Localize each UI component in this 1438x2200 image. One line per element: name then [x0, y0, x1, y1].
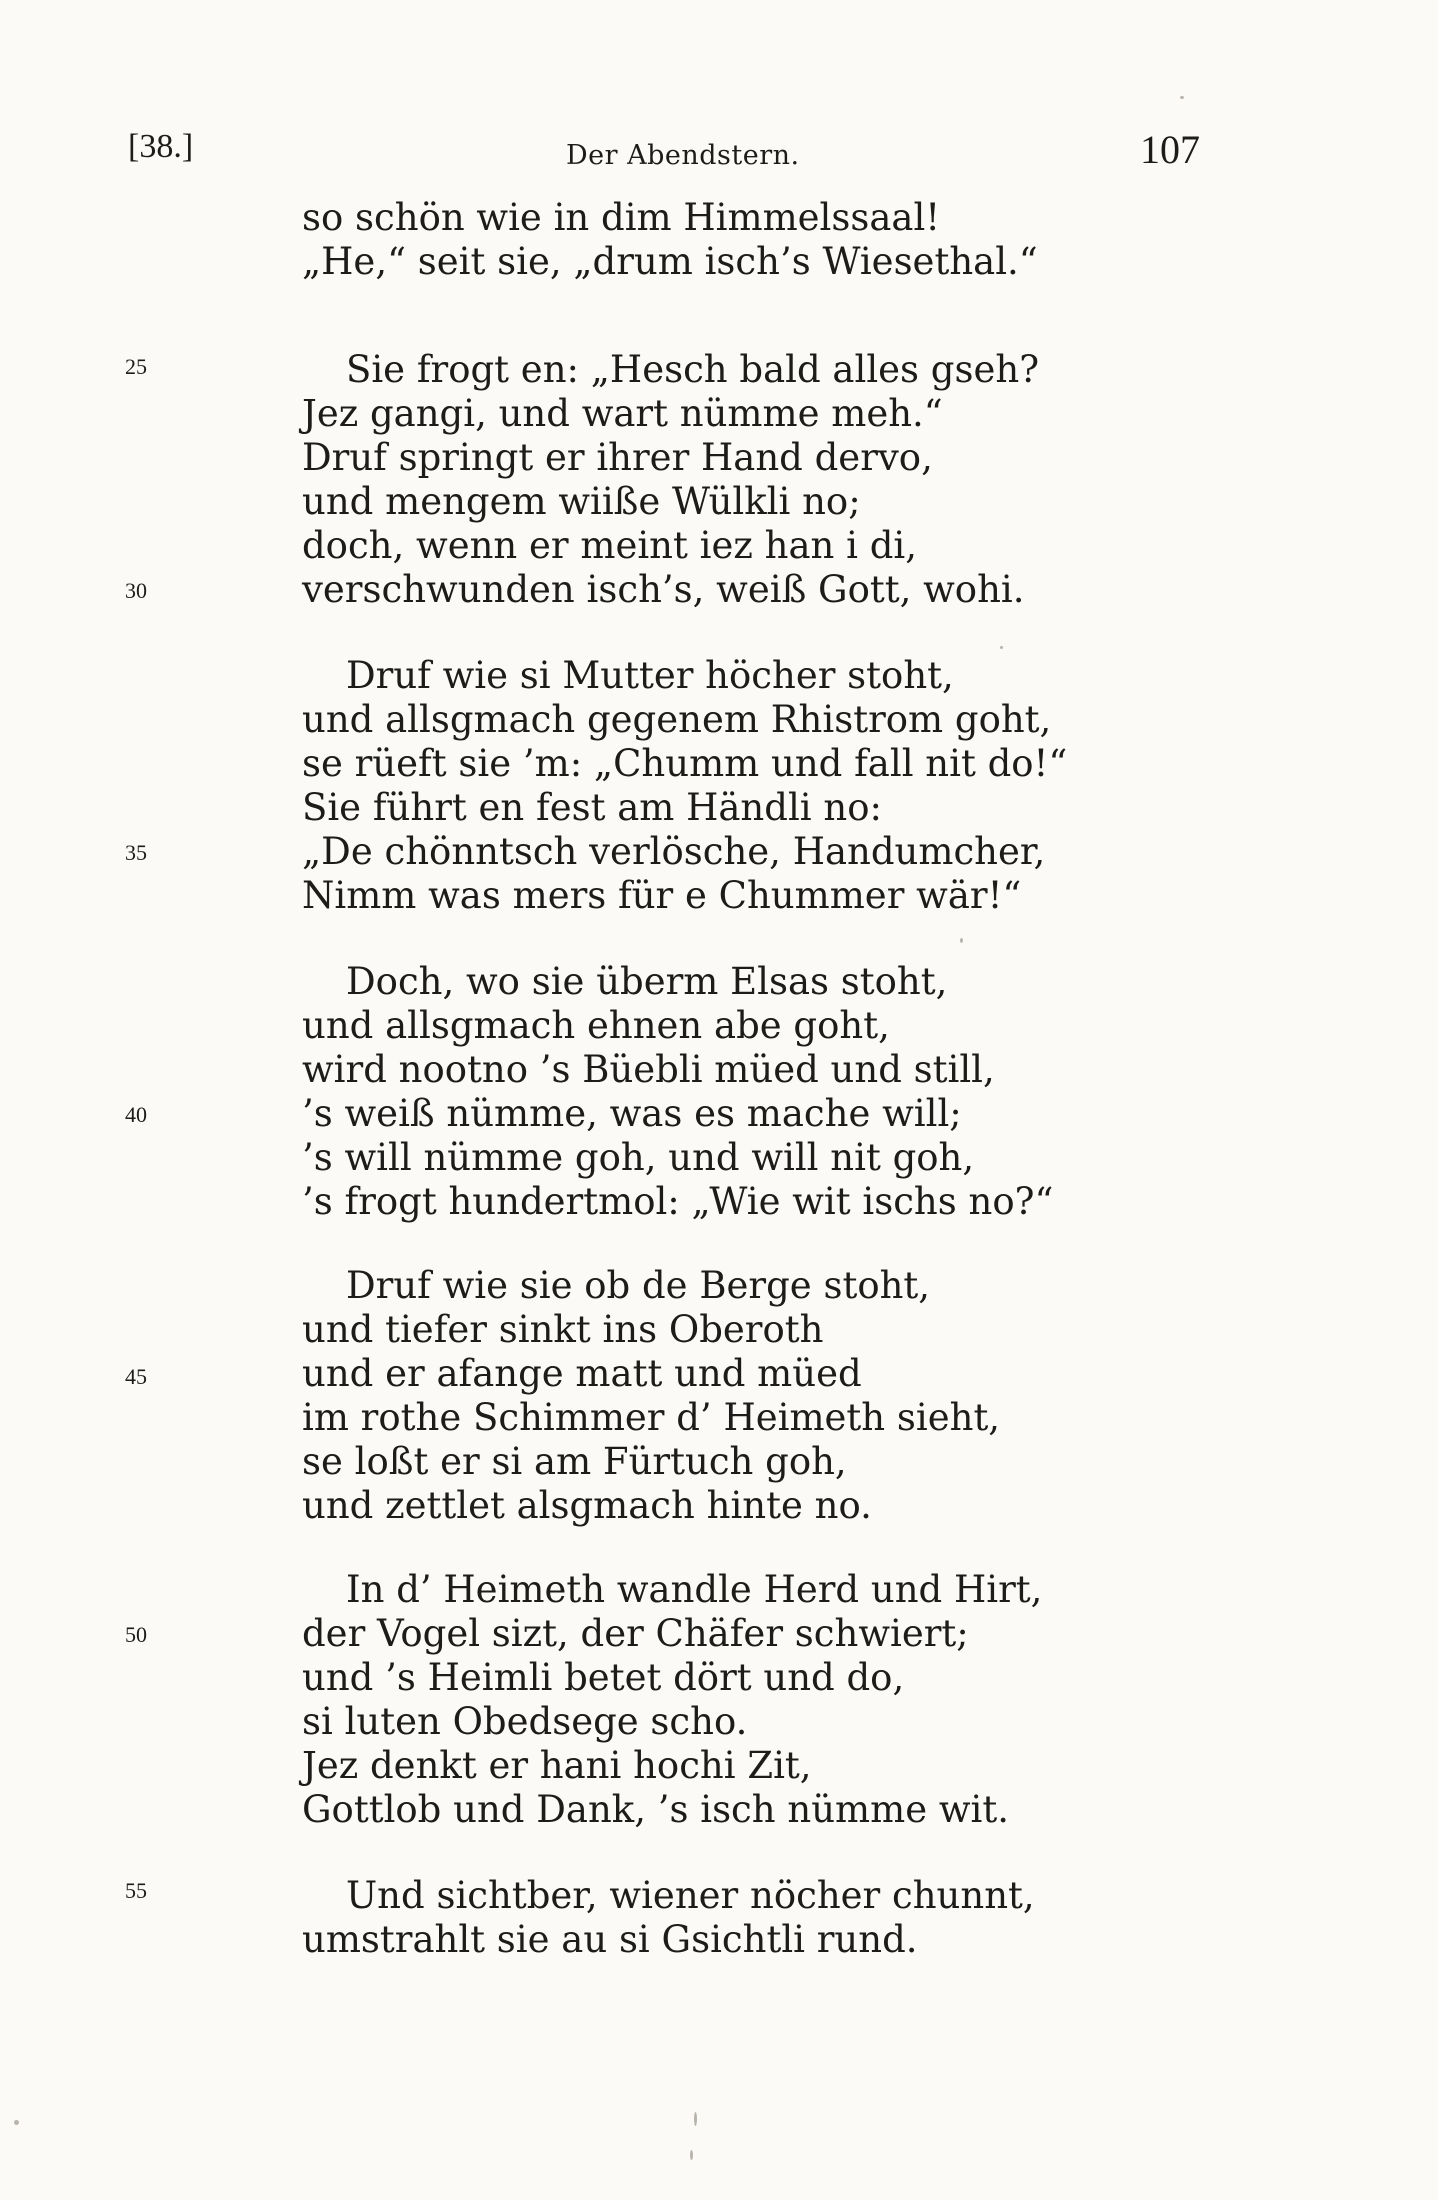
line-number: 55 [125, 1878, 147, 1903]
verse-line: se rüeft sie ’m: „Chumm und fall nit do!“ [302, 742, 1068, 785]
verse-line: wird nootno ’s Büebli müed und still, [302, 1048, 995, 1091]
verse-line: ’s weiß nümme, was es mache will; [302, 1092, 962, 1135]
line-number: 45 [125, 1364, 147, 1389]
verse-line: Sie frogt en: „Hesch bald alles gseh? [346, 348, 1040, 391]
line-number: 25 [125, 354, 147, 379]
verse-line: Nimm was mers für e Chummer wär!“ [302, 874, 1022, 917]
verse-line: In d’ Heimeth wandle Herd und Hirt, [346, 1568, 1043, 1611]
verse-line: Gottlob und Dank, ’s isch nümme wit. [302, 1788, 1009, 1831]
paper-speck [1180, 96, 1184, 99]
verse-line: Doch, wo sie überm Elsas stoht, [346, 960, 948, 1003]
verse-line: umstrahlt sie au si Gsichtli rund. [302, 1918, 918, 1961]
verse-line: und allsgmach gegenem Rhistrom goht, [302, 698, 1052, 741]
verse-line: im rothe Schimmer d’ Heimeth sieht, [302, 1396, 1001, 1439]
verse-line: so schön wie in dim Himmelssaal! [302, 196, 941, 239]
verse-line: ’s will nümme goh, und will nit goh, [302, 1136, 975, 1179]
verse-line: se loßt er si am Fürtuch goh, [302, 1440, 847, 1483]
verse-line: Jez gangi, und wart nümme meh.“ [302, 392, 943, 435]
paper-speck [960, 938, 963, 943]
verse-line: verschwunden isch’s, weiß Gott, wohi. [302, 568, 1025, 611]
paper-speck [694, 2112, 697, 2126]
verse-line: und er afange matt und müed [302, 1352, 862, 1395]
page-number: 107 [1140, 127, 1200, 172]
verse-line: doch, wenn er meint iez han i di, [302, 524, 917, 567]
verse-line: Sie führt en fest am Händli no: [302, 786, 882, 829]
verse-line: und zettlet alsgmach hinte no. [302, 1484, 872, 1527]
verse-line: und allsgmach ehnen abe goht, [302, 1004, 890, 1047]
verse-line: „De chönntsch verlösche, Handumcher, [302, 830, 1046, 873]
verse-line: Druf wie sie ob de Berge stoht, [346, 1264, 931, 1307]
line-number: 40 [125, 1102, 147, 1127]
verse-line: Jez denkt er hani hochi Zit, [302, 1744, 812, 1787]
verse-line: Und sichtber, wiener nöcher chunnt, [346, 1874, 1035, 1917]
running-title: Der Abendstern. [566, 140, 800, 171]
verse-line: der Vogel sizt, der Chäfer schwiert; [302, 1612, 969, 1655]
verse-line: und tiefer sinkt ins Oberoth [302, 1308, 824, 1351]
verse-line: ’s frogt hundertmol: „Wie wit ischs no?“ [302, 1180, 1054, 1223]
verse-line: und mengem wiiße Wülkli no; [302, 480, 861, 523]
verse-line: si luten Obedsege scho. [302, 1700, 748, 1743]
paper-speck [690, 2150, 693, 2160]
bracket-label: [38.] [128, 128, 194, 165]
paper-speck [14, 2120, 19, 2125]
line-number: 35 [125, 840, 147, 865]
verse-line: „He,“ seit sie, „drum isch’s Wiesethal.“ [302, 240, 1038, 283]
paper-speck [1000, 646, 1003, 649]
verse-line: Druf springt er ihrer Hand dervo, [302, 436, 933, 479]
verse-line: und ’s Heimli betet dört und do, [302, 1656, 905, 1699]
line-number: 50 [125, 1622, 147, 1647]
line-number: 30 [125, 578, 147, 603]
verse-line: Druf wie si Mutter höcher stoht, [346, 654, 954, 697]
